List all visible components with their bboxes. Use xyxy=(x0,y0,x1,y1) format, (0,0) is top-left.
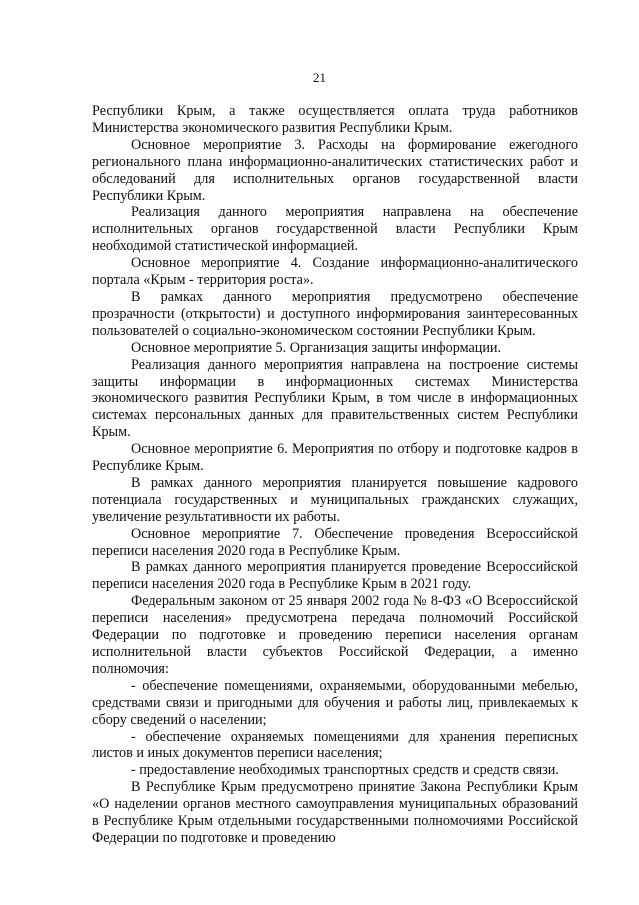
paragraph: В рамках данного мероприятия планируется повышение кадрового потенциала государственных и муниципальных гражданских служащих, увеличение результативности их работы. xyxy=(92,474,578,525)
list-item: - обеспечение помещениями, охраняемыми, оборудованными мебелью, средствами связи и пригодными для обучения и работы лиц, привлекаемых к сбору сведений о населении; xyxy=(92,677,578,728)
paragraph: Основное мероприятие 6. Мероприятия по отбору и подготовке кадров в Республике Крым. xyxy=(92,441,578,475)
paragraph: Федеральным законом от 25 января 2002 года № 8-ФЗ «О Всероссийской переписи населения» предусмотрена передача полномочий Российской Федерации по подготовке и проведению переписи населения органам исполнительной власти субъектов Российской Федерации, а именно полномочия: xyxy=(92,593,578,677)
paragraph: Республики Крым, а также осуществляется оплата труда работников Министерства экономического развития Республики Крым. xyxy=(92,103,578,136)
list-item: - предоставление необходимых транспортных средств и средств связи. xyxy=(131,762,559,779)
document-body xyxy=(92,103,578,847)
paragraph: В рамках данного мероприятия планируется проведение Всероссийской переписи населения 2020 года в Республике Крым в 2021 году. xyxy=(92,559,578,593)
page-number: 21 xyxy=(313,70,326,85)
paragraph: Реализация данного мероприятия направлена на обеспечение исполнительных органов государственной власти Республики Крым необходимой статистической информацией. xyxy=(92,204,578,255)
paragraph: В рамках данного мероприятия предусмотрено обеспечение прозрачности (открытости) и доступного информирования заинтересованных пользователей о социально-экономическом состоянии Республики Крым. xyxy=(92,288,578,339)
paragraph: Основное мероприятие 4. Создание информационно-аналитического портала «Крым - территория роста». xyxy=(92,255,578,289)
paragraph: Основное мероприятие 5. Организация защиты информации. xyxy=(131,339,502,356)
paragraph: Основное мероприятие 7. Обеспечение проведения Всероссийской переписи населения 2020 года в Республике Крым. xyxy=(92,525,578,559)
list-item: - обеспечение охраняемых помещениями для хранения переписных листов и иных документов переписи населения; xyxy=(92,728,578,762)
paragraph: Реализация данного мероприятия направлена на построение системы защиты информации в информационных системах Министерства экономического развития Республики Крым, в том числе в информационных системах персональных данных для правительственных систем Республики Крым. xyxy=(92,356,578,441)
paragraph: Основное мероприятие 3. Расходы на формирование ежегодного регионального плана информационно-аналитических статистических работ и обследований для исполнительных органов государственной власти Республики Крым. xyxy=(92,136,578,204)
paragraph: В Республике Крым предусмотрено принятие Закона Республики Крым «О наделении органов местного самоуправления муниципальных образований в Республике Крым отдельными государственными полномочиями Российской Федерации по подготовке и проведению xyxy=(92,779,578,846)
